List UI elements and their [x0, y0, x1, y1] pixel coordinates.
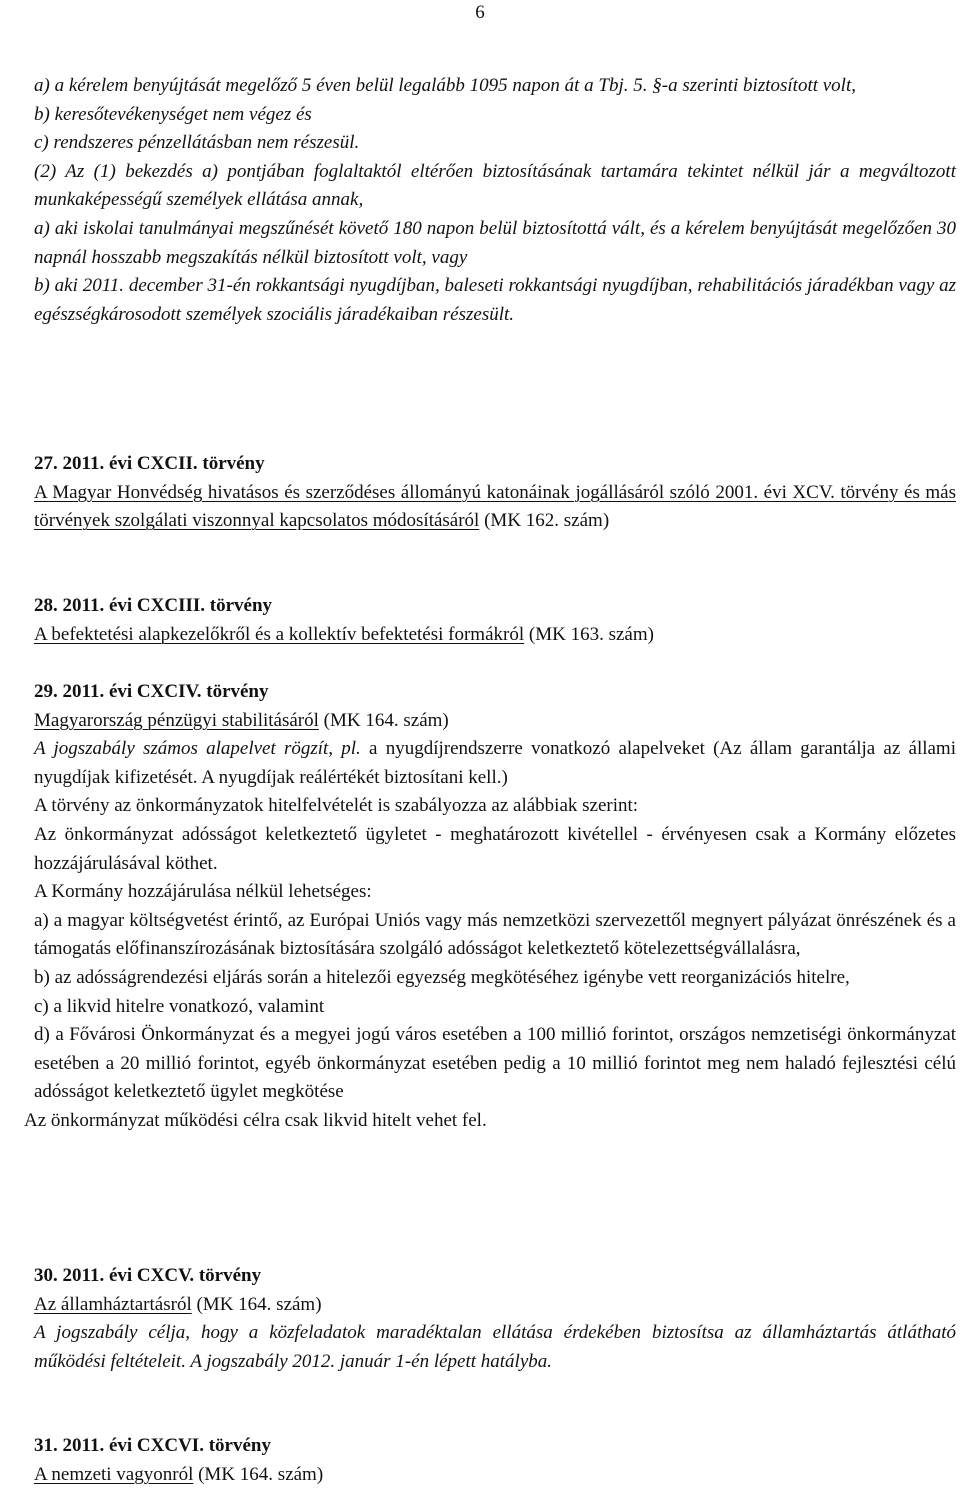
- intro-conditions: [34, 72, 956, 329]
- section-title: [34, 479, 956, 536]
- section-27: [34, 450, 956, 536]
- section-title: [34, 707, 956, 736]
- list-item-d: d) a Fővárosi Önkormányzat és a megyei jogú város esetében a 100 millió forintot, országos nemzetiségi önkormányzat esetében a 20 millió forintot, egyéb önkormányzat esetében pedig a 10 millió forintot meg nem haladó fejlesztési célú adósságot keletkeztető ügylet megkötése: [34, 1024, 956, 1103]
- section-body-2: A törvény az önkormányzatok hitelfelvételét is szabályozza az alábbiak szerint:: [34, 795, 639, 817]
- section-body-3: Az önkormányzat adósságot keletkeztető ügyletet - meghatározott kivétellel - érvényesen csak a Kormány előzetes hozzájárulásával köthet.: [34, 823, 956, 874]
- section-heading: 27. 2011. évi CXCII. törvény: [34, 453, 265, 474]
- intro-paragraph-2a: a) aki iskolai tanulmányai megszűnését követő 180 napon belül biztosítottá vált, és a kérelem benyújtását megelőzően 30 napnál hosszabb megszakítás nélkül biztosított volt, vagy: [34, 217, 956, 268]
- intro-paragraph-2b: b) aki 2011. december 31-én rokkantsági nyugdíjban, baleseti rokkantsági nyugdíjban, rehabilitációs járadékban vagy az egészségkárosodott személyek szociális járadékaiban részesült.: [34, 275, 956, 325]
- section-body: A jogszabály célja, hogy a közfeladatok maradéktalan ellátása érdekében biztosítsa az államháztartás átlátható működési feltételeit. A jogszabály 2012. január 1-én lépett hatályba.: [34, 1322, 956, 1372]
- section-title: [34, 1461, 956, 1490]
- section-heading: 28. 2011. évi CXCIII. törvény: [34, 595, 273, 616]
- intro-item-a: a) a kérelem benyújtását megelőző 5 éven belül legalább 1095 napon át a Tbj. 5. §-a szerinti biztosított volt,: [34, 75, 856, 96]
- law-title: Az államháztartásról: [34, 1293, 192, 1315]
- section-heading: 30. 2011. évi CXCV. törvény: [34, 1265, 262, 1286]
- intro-paragraph-2: (2) Az (1) bekezdés a) pontjában foglaltaktól eltérően biztosításának tartamára tekintet nélkül jár a megváltozott munkaképességű személyek ellátása annak,: [34, 160, 956, 211]
- law-title: Magyarország pénzügyi stabilitásáról: [34, 709, 319, 731]
- gazette-ref: (MK 164. szám): [323, 709, 449, 731]
- section-30: [34, 1262, 956, 1376]
- section-29: [24, 678, 956, 1136]
- list-item-c: c) a likvid hitelre vonatkozó, valamint: [34, 995, 325, 1017]
- law-title: A befektetési alapkezelőkről és a kollektív befektetési formákról: [34, 623, 525, 645]
- section-closing: Az önkormányzat működési célra csak likvid hitelt vehet fel.: [24, 1109, 487, 1131]
- section-28: [34, 592, 956, 649]
- section-body-4: A Kormány hozzájárulása nélkül lehetséges:: [34, 881, 372, 903]
- law-title: A Magyar Honvédség hivatásos és szerződéses állományú katonáinak jogállásáról szóló 2001. évi XCV. törvény és más törvények szolgálati viszonnyal kapcsolatos módosításáról: [34, 481, 956, 532]
- intro-item-b: b) keresőtevékenységet nem végez és: [34, 103, 312, 125]
- list-item-b: b) az adósságrendezési eljárás során a hitelezői egyezség megkötéséhez igénybe vett reorganizációs hitelre,: [34, 966, 850, 988]
- section-heading: 31. 2011. évi CXCVI. törvény: [34, 1435, 271, 1456]
- law-title: A nemzeti vagyonról: [34, 1463, 194, 1485]
- section-body-1: A jogszabály számos alapelvet rögzít, pl. a nyugdíjrendszerre vonatkozó alapelveket (Az állam garantálja az állami nyugdíjak kifizetését. A nyugdíjak reálértékét biztosítani kell.): [34, 738, 956, 788]
- section-title: [34, 621, 956, 650]
- gazette-ref: (MK 162. szám): [484, 510, 610, 532]
- section-heading: 29. 2011. évi CXCIV. törvény: [34, 681, 269, 702]
- section-title: [34, 1291, 956, 1320]
- intro-item-c: c) rendszeres pénzellátásban nem részesül.: [34, 132, 360, 154]
- gazette-ref: (MK 163. szám): [528, 623, 654, 645]
- list-item-a: a) a magyar költségvetést érintő, az Európai Uniós vagy más nemzetközi szervezettől megnyert pályázat önrészének és a támogatás előfinanszírozásának biztosítására szolgáló adósságot keletkeztető kötelezettségvállalásra,: [34, 909, 956, 960]
- page-number: 6: [475, 2, 485, 23]
- gazette-ref: (MK 164. szám): [198, 1463, 324, 1485]
- section-31: [34, 1432, 956, 1489]
- gazette-ref: (MK 164. szám): [196, 1293, 322, 1315]
